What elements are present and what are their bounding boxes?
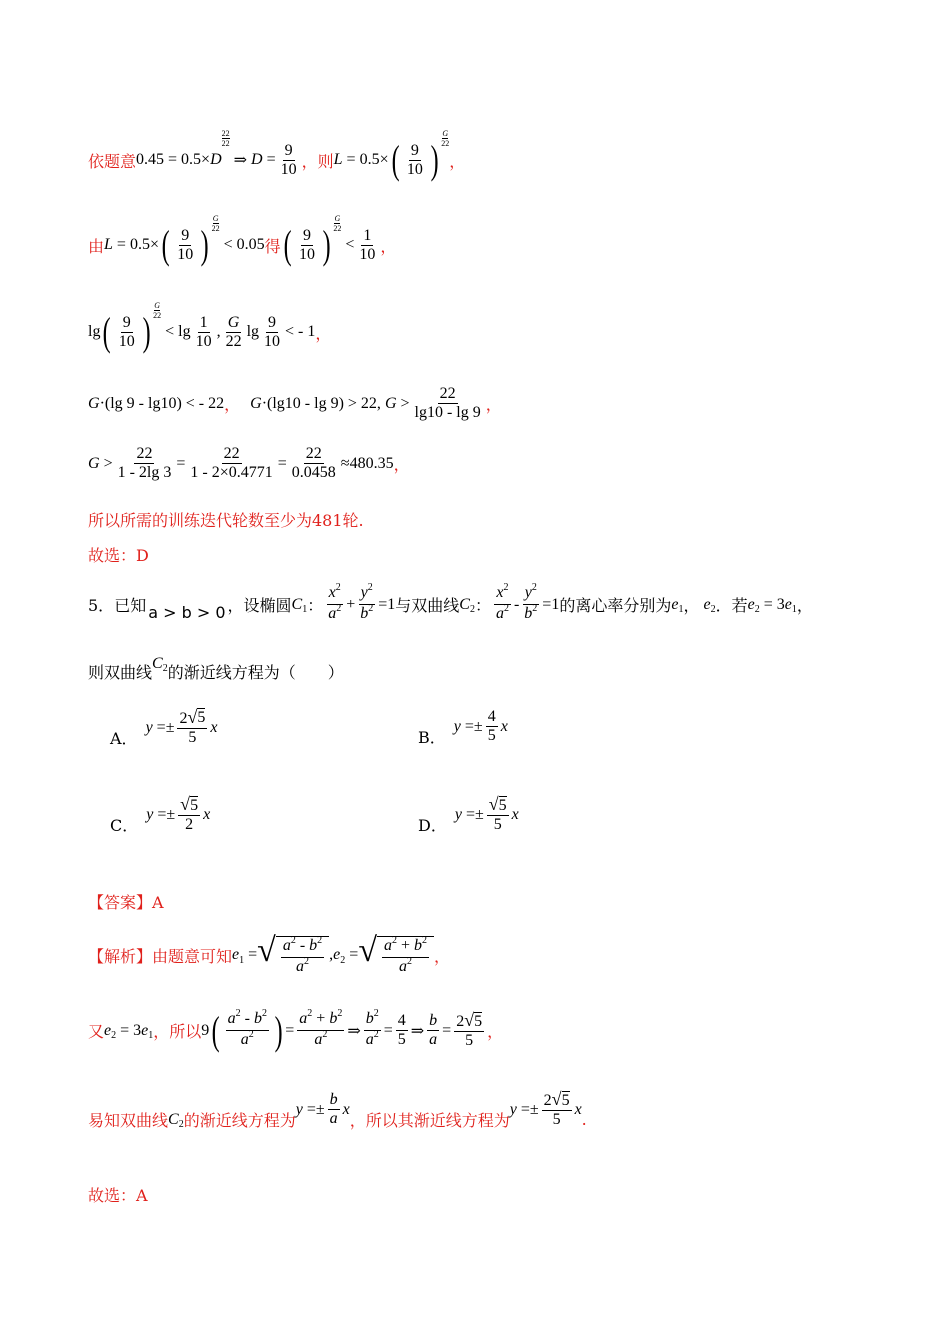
punct: ， <box>485 395 502 414</box>
punct: ， <box>315 323 332 343</box>
math-eq: G ·(lg 9 - lg10) < - 22 <box>88 394 225 412</box>
punct: ， <box>434 946 451 966</box>
option-expr: y =± $\frac{4}{5}$ x <box>453 708 508 744</box>
math-eq: ( $\frac{9}{10}$ ) G 22 < $\frac{1}{10}$ <box>283 213 376 267</box>
solution-line-3 <box>88 300 332 354</box>
solution-lead: 由 <box>88 236 105 256</box>
solution-line-2 <box>88 213 397 267</box>
math-eq: e 2 = 3 e 1 <box>104 1021 154 1041</box>
math-eq: y =± $\frac{b}{a}$ x <box>295 1091 350 1127</box>
punct: ， <box>224 395 241 414</box>
analysis-line-2 <box>88 1007 504 1053</box>
solution-line-5 <box>88 445 410 482</box>
question-condition: a > b > 0 <box>148 603 226 622</box>
math-eq: e 2 = 3 e 1 <box>747 595 797 615</box>
solution-line-4 <box>88 385 502 422</box>
solution-line-1 <box>88 128 466 182</box>
answer-line: 【答案】A <box>88 893 164 912</box>
question-text: ，设椭圆 <box>227 596 292 615</box>
analysis-line-1 <box>88 932 450 978</box>
option-label: C． <box>110 816 139 835</box>
option-label: A． <box>110 729 138 748</box>
option-b[interactable] <box>418 708 508 755</box>
math-eq: G ·(lg10 - lg 9) > 22, G > $\frac{22}{\lg 10 - \lg 9}$ <box>250 385 481 421</box>
option-expr: y =± $\frac{√5}{5}$ x <box>454 794 519 833</box>
punct: ， <box>393 455 410 474</box>
math-eq: 0.45 = 0.5× D 22 22 ⇒ D = $\frac{9}{10}$ <box>136 128 297 178</box>
math-eq: C 2 <box>152 654 168 674</box>
question-text: 的离心率分别为 <box>559 596 672 615</box>
option-d[interactable] <box>418 794 519 844</box>
math-eq: C 1 ： $\frac{x^2}{a^2}$ + $\frac{y^2}{b^2}$ =1 <box>291 582 396 622</box>
question-text: 与双曲线 <box>395 596 460 615</box>
math-eq: e 1 ， e 2 ． <box>671 595 732 615</box>
math-eq: e 1 = √ $\frac{a^2 - b^2}{a^2}$ , e 2 = √ $\frac{a^2 + b^2}{a^2}$ <box>232 932 434 978</box>
analysis-text: 由题意可知 <box>152 946 233 966</box>
choose-a: 故选：A <box>88 1186 148 1205</box>
option-expr: y =± $\frac{√5}{2}$ x <box>146 794 211 833</box>
punct: ， <box>796 596 813 615</box>
choose-d: 故选：D <box>88 546 149 565</box>
punct: ， <box>487 1022 504 1041</box>
math-eq: C 2 <box>168 1110 184 1130</box>
option-c[interactable] <box>110 794 211 844</box>
punct: ， <box>449 151 466 171</box>
math-eq: y =± $\frac{2√5}{5}$ x <box>509 1089 582 1128</box>
analysis-line-3 <box>88 1089 587 1139</box>
question5-line-2 <box>88 654 344 683</box>
conclusion-text: 所以所需的训练迭代轮数至少为481轮. <box>88 511 364 530</box>
option-label: D． <box>418 816 447 835</box>
analysis-text: 的渐近线方程为 <box>183 1111 296 1130</box>
question-number: 5． <box>88 596 115 615</box>
math-eq: G > $\frac{22}{1 - 2\lg 3}$ = $\frac{22}{1 - 2\times 0.4771}$ = $\frac{22}{0.0458}$ ≈480.35 <box>88 445 394 481</box>
question-text: 若 <box>731 596 748 615</box>
math-eq: lg ( $\frac{9}{10}$ ) G 22 < lg $\frac{1}{10}$ , $\frac{G}{22}$ lg $\frac{9}{10}$ < - 1 <box>88 300 316 354</box>
option-a[interactable] <box>110 707 218 757</box>
question-text: 的渐近线方程为（ ） <box>167 663 344 682</box>
question-lead: 已知 <box>114 596 147 615</box>
question5-line-1 <box>88 584 813 625</box>
punct: . <box>581 1110 587 1129</box>
math-eq: L = 0.5× ( $\frac{9}{10}$ ) G 22 < 0.05 <box>104 213 265 267</box>
question-text: 则双曲线 <box>88 663 153 682</box>
math-eq: L = 0.5× ( $\frac{9}{10}$ ) G 22 <box>333 128 450 182</box>
analysis-text: 易知双曲线 <box>88 1111 169 1130</box>
analysis-text: 又 <box>88 1022 105 1041</box>
analysis-text: ，所以其渐近线方程为 <box>349 1111 510 1130</box>
math-eq: 9 ( $\frac{a^2 - b^2}{a^2}$ ) = $\frac{a^2 + b^2}{a^2}$ ⇒ $\frac{b^2}{a^2}$ = $\frac{4}{5}$ ⇒ $\frac{b}{a}$ = $\frac{2√5}{5}$ <box>201 1007 483 1053</box>
analysis-tag: 【解析】 <box>88 946 153 966</box>
option-expr: y =± 2 √ 5 5 x <box>145 707 218 746</box>
option-label: B． <box>418 728 446 747</box>
punct: ， <box>380 236 397 256</box>
solution-mid: ，则 <box>301 151 334 171</box>
analysis-text: ，所以 <box>153 1022 202 1041</box>
math-eq: C 2 ： $\frac{x^2}{a^2}$ - $\frac{y^2}{b^2}$ =1 <box>459 582 560 622</box>
solution-lead: 依题意 <box>88 151 137 171</box>
solution-mid: 得 <box>264 236 281 256</box>
